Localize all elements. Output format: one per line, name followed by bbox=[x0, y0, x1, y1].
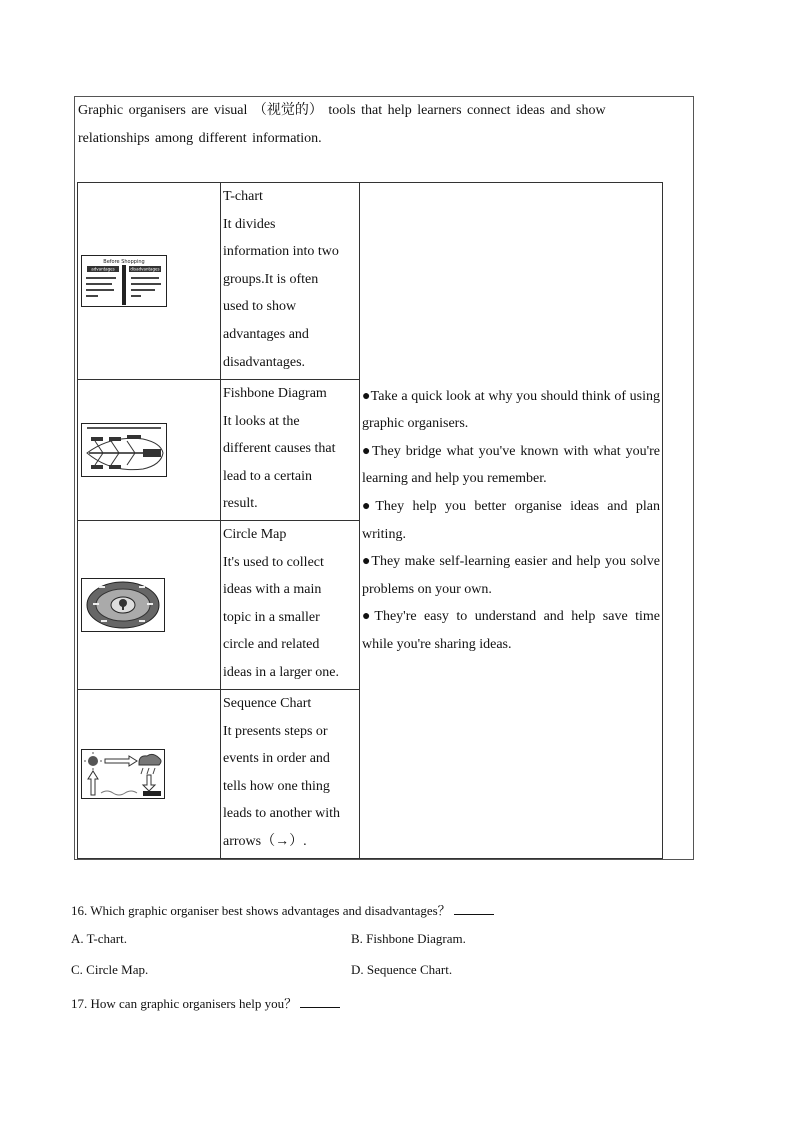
sequence-chart-line: leads to another with bbox=[223, 806, 341, 822]
sequence-chart-image-cell bbox=[78, 690, 221, 859]
reason-item: ●They bridge what you've known with what you're learning and help you remember. bbox=[362, 443, 660, 487]
question-16-text: 16. Which graphic organiser best shows advantages and disadvantages？ bbox=[71, 903, 451, 918]
option-c[interactable]: C. Circle Map. bbox=[71, 962, 149, 977]
circle-map-description bbox=[221, 521, 360, 690]
fishbone-image-cell bbox=[78, 380, 221, 521]
circle-map-line: ideas in a larger one. bbox=[223, 664, 339, 680]
sequence-chart-line: arrows（→）. bbox=[223, 833, 307, 849]
option-d[interactable]: D. Sequence Chart. bbox=[351, 962, 453, 977]
table-row bbox=[78, 183, 663, 380]
t-chart-line: advantages and bbox=[223, 326, 309, 342]
t-chart-line: information into two bbox=[223, 244, 339, 260]
sequence-chart-line: events in order and bbox=[223, 751, 330, 767]
circle-map-line: topic in a smaller bbox=[223, 609, 320, 625]
intro-paragraph bbox=[78, 97, 688, 153]
fishbone-line: lead to a certain bbox=[223, 468, 313, 484]
svg-text:Before Shopping: Before Shopping bbox=[103, 259, 145, 265]
intro-line-1: Graphic organisers are visual （视觉的） tools that help learners connect ideas and show bbox=[78, 103, 606, 118]
circle-map-name: Circle Map bbox=[223, 527, 287, 542]
reason-item: ●They make self-learning easier and help you solve problems on your own. bbox=[362, 554, 660, 597]
circle-map-line: ideas with a main bbox=[223, 582, 322, 598]
fishbone-name: Fishbone Diagram bbox=[223, 386, 327, 401]
option-a[interactable]: A. T-chart. bbox=[71, 931, 127, 946]
reason-item: ●Take a quick look at why you should think of using graphic organisers. bbox=[362, 388, 660, 432]
circle-map-line: circle and related bbox=[223, 637, 320, 653]
organiser-table bbox=[77, 182, 663, 859]
fishbone-line: result. bbox=[223, 496, 258, 512]
t-chart-image-cell bbox=[78, 183, 221, 380]
fishbone-diagram-thumbnail bbox=[81, 423, 167, 477]
svg-text:disadvantages: disadvantages bbox=[130, 266, 160, 272]
reasons-cell bbox=[360, 183, 663, 859]
fishbone-line: different causes that bbox=[223, 441, 336, 457]
sequence-chart-description bbox=[221, 690, 360, 859]
sequence-chart-line: It presents steps or bbox=[223, 723, 328, 739]
sequence-chart-name: Sequence Chart bbox=[223, 696, 312, 711]
t-chart-name: T-chart bbox=[223, 189, 263, 204]
question-16 bbox=[71, 900, 494, 919]
reading-passage-box bbox=[74, 96, 694, 860]
t-chart-description bbox=[221, 183, 360, 380]
t-chart-line: disadvantages. bbox=[223, 354, 306, 370]
fishbone-description bbox=[221, 380, 360, 521]
circle-map-thumbnail bbox=[81, 578, 165, 632]
question-17 bbox=[71, 993, 340, 1012]
answer-blank-16[interactable] bbox=[454, 903, 494, 915]
t-chart-line: groups.It is often bbox=[223, 271, 319, 287]
t-chart-line: used to show bbox=[223, 299, 297, 315]
circle-map-image-cell bbox=[78, 521, 221, 690]
intro-line-2: relationships among different information. bbox=[78, 131, 322, 146]
question-17-text: 17. How can graphic organisers help you？ bbox=[71, 996, 298, 1011]
reason-item: ●They're easy to understand and help save time while you're sharing ideas. bbox=[362, 609, 660, 652]
circle-map-line: It's used to collect bbox=[223, 554, 324, 570]
t-chart-line: It divides bbox=[223, 216, 276, 232]
reason-item: ●They help you better organise ideas and plan writing. bbox=[362, 498, 660, 542]
sequence-chart-thumbnail bbox=[81, 749, 165, 799]
option-b[interactable]: B. Fishbone Diagram. bbox=[351, 931, 466, 946]
answer-blank-17[interactable] bbox=[300, 996, 340, 1008]
svg-text:advantages: advantages bbox=[91, 266, 115, 272]
sequence-chart-line: tells how one thing bbox=[223, 778, 330, 794]
t-chart-thumbnail bbox=[81, 255, 167, 307]
fishbone-line: It looks at the bbox=[223, 413, 300, 429]
